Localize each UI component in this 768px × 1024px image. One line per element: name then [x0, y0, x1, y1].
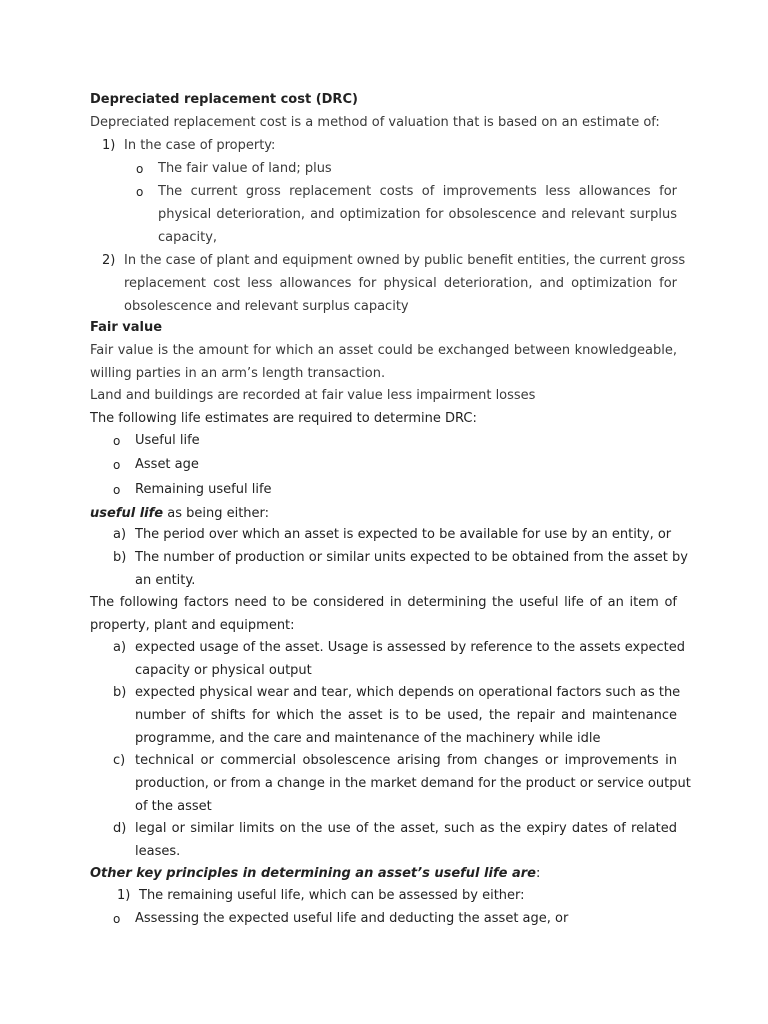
principles-heading-colon: :: [535, 866, 541, 881]
life-estimates-intro: The following life estimates are required to determine DRC:: [90, 411, 477, 426]
list-marker: a): [113, 640, 127, 655]
drc-subitem-land: The fair value of land; plus: [158, 161, 332, 176]
bullet-marker: o: [113, 483, 121, 497]
factors-intro: The following factors need to be considered in determining the useful life of an item of: [90, 595, 677, 610]
bullet-marker: o: [113, 912, 121, 926]
useful-life-intro-text: as being either:: [163, 506, 270, 521]
useful-life-term: useful life: [90, 506, 164, 521]
drc-item-2: In the case of plant and equipment owned by public benefit entities, the current gross: [124, 253, 686, 268]
list-marker: b): [113, 550, 127, 565]
factor-item-d: leases.: [135, 844, 181, 859]
list-marker: b): [113, 685, 127, 700]
useful-life-item-b: The number of production or similar units expected to be obtained from the asset by: [135, 550, 688, 565]
bullet-marker: o: [113, 434, 121, 448]
fair-value-definition: willing parties in an arm’s length transaction.: [90, 366, 386, 381]
factors-intro: property, plant and equipment:: [90, 618, 295, 633]
fair-value-definition: Fair value is the amount for which an asset could be exchanged between knowledgeable,: [90, 343, 677, 358]
factor-item-c: technical or commercial obsolescence arising from changes or improvements in: [135, 753, 677, 768]
bullet-marker: o: [136, 162, 144, 176]
list-marker: 1): [117, 888, 131, 903]
drc-subitem-improvements: capacity,: [158, 230, 218, 245]
list-marker: 2): [102, 253, 116, 268]
estimate-item: Remaining useful life: [135, 482, 272, 497]
factor-item-a: capacity or physical output: [135, 663, 312, 678]
estimate-item: Useful life: [135, 433, 200, 448]
principles-heading: [90, 864, 677, 884]
useful-life-item-b: an entity.: [135, 573, 196, 588]
drc-intro: Depreciated replacement cost is a method of valuation that is based on an estimate of:: [90, 115, 660, 130]
drc-item-1: In the case of property:: [124, 138, 276, 153]
bullet-marker: o: [136, 185, 144, 199]
drc-item-2: obsolescence and relevant surplus capacity: [124, 299, 409, 314]
bullet-marker: o: [113, 458, 121, 472]
list-marker: 1): [102, 138, 116, 153]
factor-item-c: of the asset: [135, 799, 212, 814]
drc-subitem-improvements: physical deterioration, and optimization for obsolescence and relevant surplus: [158, 207, 677, 222]
principles-heading-text: Other key principles in determining an asset’s useful life are: [90, 866, 536, 881]
factor-item-b: number of shifts for which the asset is to be used, the repair and maintenance: [135, 708, 677, 723]
drc-subitem-improvements: The current gross replacement costs of improvements less allowances for: [158, 184, 677, 199]
fair-value-heading: Fair value: [90, 320, 163, 335]
useful-life-intro: [90, 504, 677, 524]
factor-item-b: expected physical wear and tear, which depends on operational factors such as the: [135, 685, 681, 700]
list-marker: a): [113, 527, 127, 542]
useful-life-item-a: The period over which an asset is expected to be available for use by an entity, or: [135, 527, 672, 542]
factor-item-b: programme, and the care and maintenance of the machinery while idle: [135, 731, 601, 746]
drc-item-2: replacement cost less allowances for physical deterioration, and optimization for: [124, 276, 677, 291]
list-marker: c): [113, 753, 126, 768]
principles-subitem: Assessing the expected useful life and deducting the asset age, or: [135, 911, 569, 926]
factor-item-c: production, or from a change in the market demand for the product or service output: [135, 776, 691, 791]
factor-item-d: legal or similar limits on the use of the asset, such as the expiry dates of related: [135, 821, 677, 836]
land-buildings-note: Land and buildings are recorded at fair value less impairment losses: [90, 388, 536, 403]
factor-item-a: expected usage of the asset. Usage is assessed by reference to the assets expected: [135, 640, 685, 655]
drc-heading: Depreciated replacement cost (DRC): [90, 92, 358, 107]
principles-item-1: The remaining useful life, which can be assessed by either:: [139, 888, 525, 903]
estimate-item: Asset age: [135, 457, 199, 472]
list-marker: d): [113, 821, 127, 836]
